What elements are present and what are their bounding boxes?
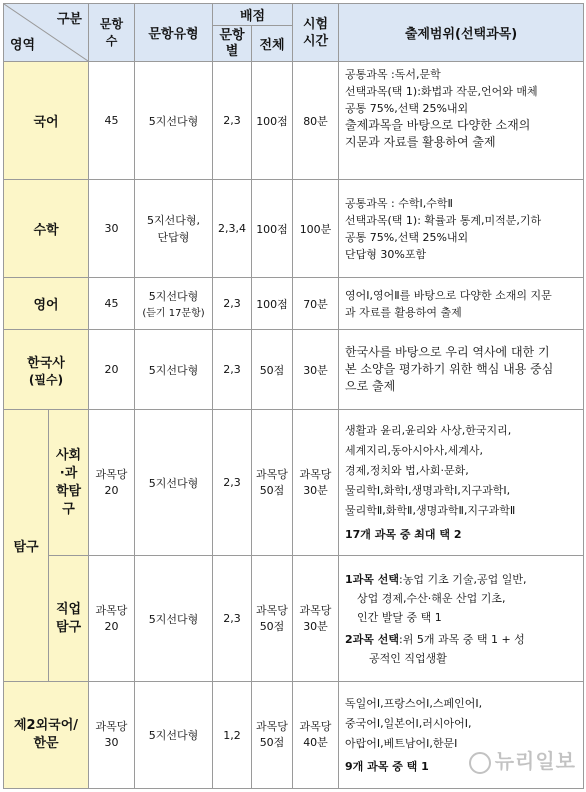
header-score: 배점 bbox=[213, 4, 293, 26]
watermark-logo: 뉴리일보 bbox=[469, 745, 576, 774]
social-type: 5지선다형 bbox=[135, 410, 213, 556]
header-scope: 출제범위(선택과목) bbox=[339, 4, 584, 62]
header-gubun: 구분 bbox=[56, 12, 82, 27]
math-total: 100점 bbox=[252, 180, 293, 278]
math-time: 100분 bbox=[293, 180, 339, 278]
area-foreign: 제2외국어/한문 bbox=[4, 682, 89, 789]
header-type: 문항유형 bbox=[135, 4, 213, 62]
row-math bbox=[4, 180, 584, 278]
foreign-per-item: 1,2 bbox=[213, 682, 252, 789]
header-count: 문항수 bbox=[89, 4, 135, 62]
korean-count: 45 bbox=[89, 62, 135, 180]
english-total: 100점 bbox=[252, 278, 293, 330]
header-diagonal-cell bbox=[4, 4, 89, 62]
inquiry-job-sub: 직업탐구 bbox=[49, 556, 89, 682]
area-history: 한국사 (필수) bbox=[4, 330, 89, 410]
english-count: 45 bbox=[89, 278, 135, 330]
english-type: 5지선다형 (듣기 17문항) bbox=[135, 278, 213, 330]
foreign-count: 과목당 30 bbox=[89, 682, 135, 789]
social-count: 과목당 20 bbox=[89, 410, 135, 556]
row-inquiry-social bbox=[4, 410, 584, 556]
math-per-item: 2,3,4 bbox=[213, 180, 252, 278]
row-english bbox=[4, 278, 584, 330]
foreign-type: 5지선다형 bbox=[135, 682, 213, 789]
job-count: 과목당 20 bbox=[89, 556, 135, 682]
header-per-item: 문항별 bbox=[213, 26, 252, 62]
job-type: 5지선다형 bbox=[135, 556, 213, 682]
area-korean: 국어 bbox=[4, 62, 89, 180]
header-area: 영역 bbox=[10, 38, 36, 53]
header-total: 전체 bbox=[252, 26, 293, 62]
history-scope: 한국사를 바탕으로 우리 역사에 대한 기 본 소양을 평가하기 위한 핵심 내용 중심 으로 출제 bbox=[339, 330, 584, 410]
header-time: 시험시간 bbox=[293, 4, 339, 62]
history-count: 20 bbox=[89, 330, 135, 410]
history-total: 50점 bbox=[252, 330, 293, 410]
row-foreign bbox=[4, 682, 584, 789]
job-time: 과목당 30분 bbox=[293, 556, 339, 682]
korean-per-item: 2,3 bbox=[213, 62, 252, 180]
english-scope: 영어Ⅰ,영어Ⅱ를 바탕으로 다양한 소재의 지문 과 자료를 활용하여 출제 bbox=[339, 278, 584, 330]
math-count: 30 bbox=[89, 180, 135, 278]
english-per-item: 2,3 bbox=[213, 278, 252, 330]
job-scope: 1과목 선택:농업 기초 기술,공업 일반, 상업 경제,수산·해운 산업 기초, 인간 발달 중 택 1 2과목 선택:위 5개 과목 중 택 1 + 성 공적인 직업생활 bbox=[339, 556, 584, 682]
inquiry-social-sub: 사회·과학탐구 bbox=[49, 410, 89, 556]
korean-total: 100점 bbox=[252, 62, 293, 180]
korean-scope: 공통과목 :독서,문학 선택과목(택 1):화법과 작문,언어와 매체 공통 75%,선택 25%내외 출제과목을 바탕으로 다양한 소재의 지문과 자료를 활용하여 출제 bbox=[339, 62, 584, 180]
area-inquiry: 탐구 bbox=[4, 410, 49, 682]
social-total: 과목당 50점 bbox=[252, 410, 293, 556]
area-english: 영어 bbox=[4, 278, 89, 330]
korean-time: 80분 bbox=[293, 62, 339, 180]
math-scope: 공통과목 : 수학Ⅰ,수학Ⅱ 선택과목(택 1): 확률과 통계,미적분,기하 공통 75%,선택 25%내외 단답형 30%포함 bbox=[339, 180, 584, 278]
area-math: 수학 bbox=[4, 180, 89, 278]
history-type: 5지선다형 bbox=[135, 330, 213, 410]
social-scope: 생활과 윤리,윤리와 사상,한국지리, 세계지리,동아시아사,세계사, 경제,정치와 법,사회·문화, 물리학Ⅰ,화학Ⅰ,생명과학Ⅰ,지구과학Ⅰ, 물리학Ⅱ,화학Ⅱ,생명과학Ⅱ,지구과학Ⅱ 17개 과목 중 최대 택 2 bbox=[339, 410, 584, 556]
history-time: 30분 bbox=[293, 330, 339, 410]
foreign-total: 과목당 50점 bbox=[252, 682, 293, 789]
exam-table bbox=[3, 3, 584, 789]
job-total: 과목당 50점 bbox=[252, 556, 293, 682]
foreign-scope: 독일어Ⅰ,프랑스어Ⅰ,스페인어Ⅰ, 중국어Ⅰ,일본어Ⅰ,러시아어Ⅰ, 아랍어Ⅰ,베트남어Ⅰ,한문Ⅰ 9개 과목 중 택 1 bbox=[339, 682, 584, 789]
math-type: 5지선다형, 단답형 bbox=[135, 180, 213, 278]
social-time: 과목당 30분 bbox=[293, 410, 339, 556]
job-per-item: 2,3 bbox=[213, 556, 252, 682]
foreign-time: 과목당 40분 bbox=[293, 682, 339, 789]
korean-type: 5지선다형 bbox=[135, 62, 213, 180]
row-history bbox=[4, 330, 584, 410]
social-per-item: 2,3 bbox=[213, 410, 252, 556]
english-time: 70분 bbox=[293, 278, 339, 330]
row-korean bbox=[4, 62, 584, 180]
row-inquiry-job bbox=[4, 556, 584, 682]
history-per-item: 2,3 bbox=[213, 330, 252, 410]
